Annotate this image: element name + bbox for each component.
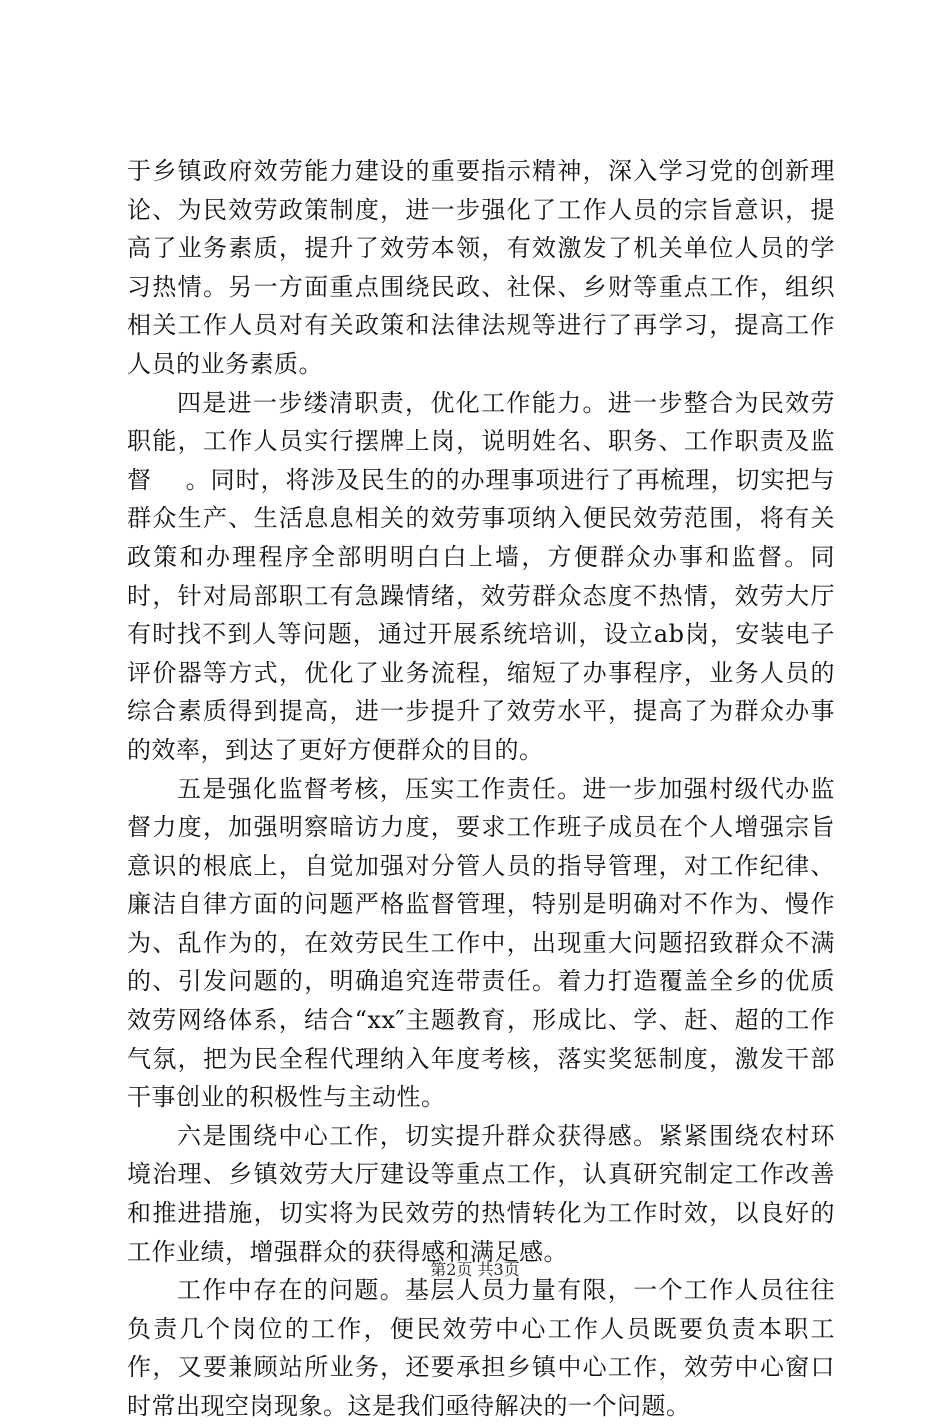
document-body: [127, 152, 835, 1426]
paragraph-item-six: 六是围绕中心工作，切实提升群众获得感。紧紧围绕农村环境治理、乡镇效劳大厅建设等重点工作，认真研究制定工作改善和推进措施，切实将为民效劳的热情转化为工作时效，以良好的工作业绩，增强群众的获得感和满足感。: [127, 1121, 835, 1266]
paragraph-item-five: 五是强化监督考核，压实工作责任。进一步加强村级代办监督力度，加强明察暗访力度，要求工作班子成员在个人增强宗旨意识的根底上，自觉加强对分管人员的指导管理，对工作纪律、廉洁自律方面的问题严格监督管理，特别是明确对不作为、慢作为、乱作为的，在效劳民生工作中，出现重大问题招致群众不满的、引发问题的，明确追究连带责任。着力打造覆盖全乡的优质效劳网络体系，结合“xx″主题教育，形成比、学、赶、超的工作气氛，把为民全程代理纳入年度考核，落实奖惩制度，激发干部干事创业的积极性与主动性。: [127, 774, 835, 1112]
paragraph-item-four: 四是进一步缕清职责，优化工作能力。进一步整合为民效劳职能，工作人员实行摆牌上岗，说明姓名、职务、工作职责及监督 。同时，将涉及民生的的办理事项进行了再梳理，切实把与群众生产、生活息息相关的效劳事项纳入便民效劳范围，将有关政策和办理程序全部明明白白上墙，方便群众办事和监督。同时，针对局部职工有急躁情绪，效劳群众态度不热情，效劳大厅有时找不到人等问题，通过开展系统培训，设立ab岗，安装电子评价器等方式，优化了业务流程，缩短了办事程序，业务人员的综合素质得到提高，进一步提升了效劳水平，提高了为群众办事的效率，到达了更好方便群众的目的。: [127, 388, 835, 764]
paragraph-continuation: 于乡镇政府效劳能力建设的重要指示精神，深入学习党的创新理论、为民效劳政策制度，进一步强化了工作人员的宗旨意识，提高了业务素质，提升了效劳本领，有效激发了机关单位人员的学习热情。另一方面重点围绕民政、社保、乡财等重点工作，组织相关工作人员对有关政策和法律法规等进行了再学习，提高工作人员的业务素质。: [127, 157, 835, 378]
paragraph-problems: 工作中存在的问题。基层人员力量有限，一个工作人员往往负责几个岗位的工作，便民效劳中心工作人员既要负责本职工作，又要兼顾站所业务，还要承担乡镇中心工作，效劳中心窗口时常出现空岗现象。这是我们亟待解决的一个问题。: [127, 1276, 835, 1420]
page-number-footer: 第2页 共3页: [430, 1260, 520, 1279]
